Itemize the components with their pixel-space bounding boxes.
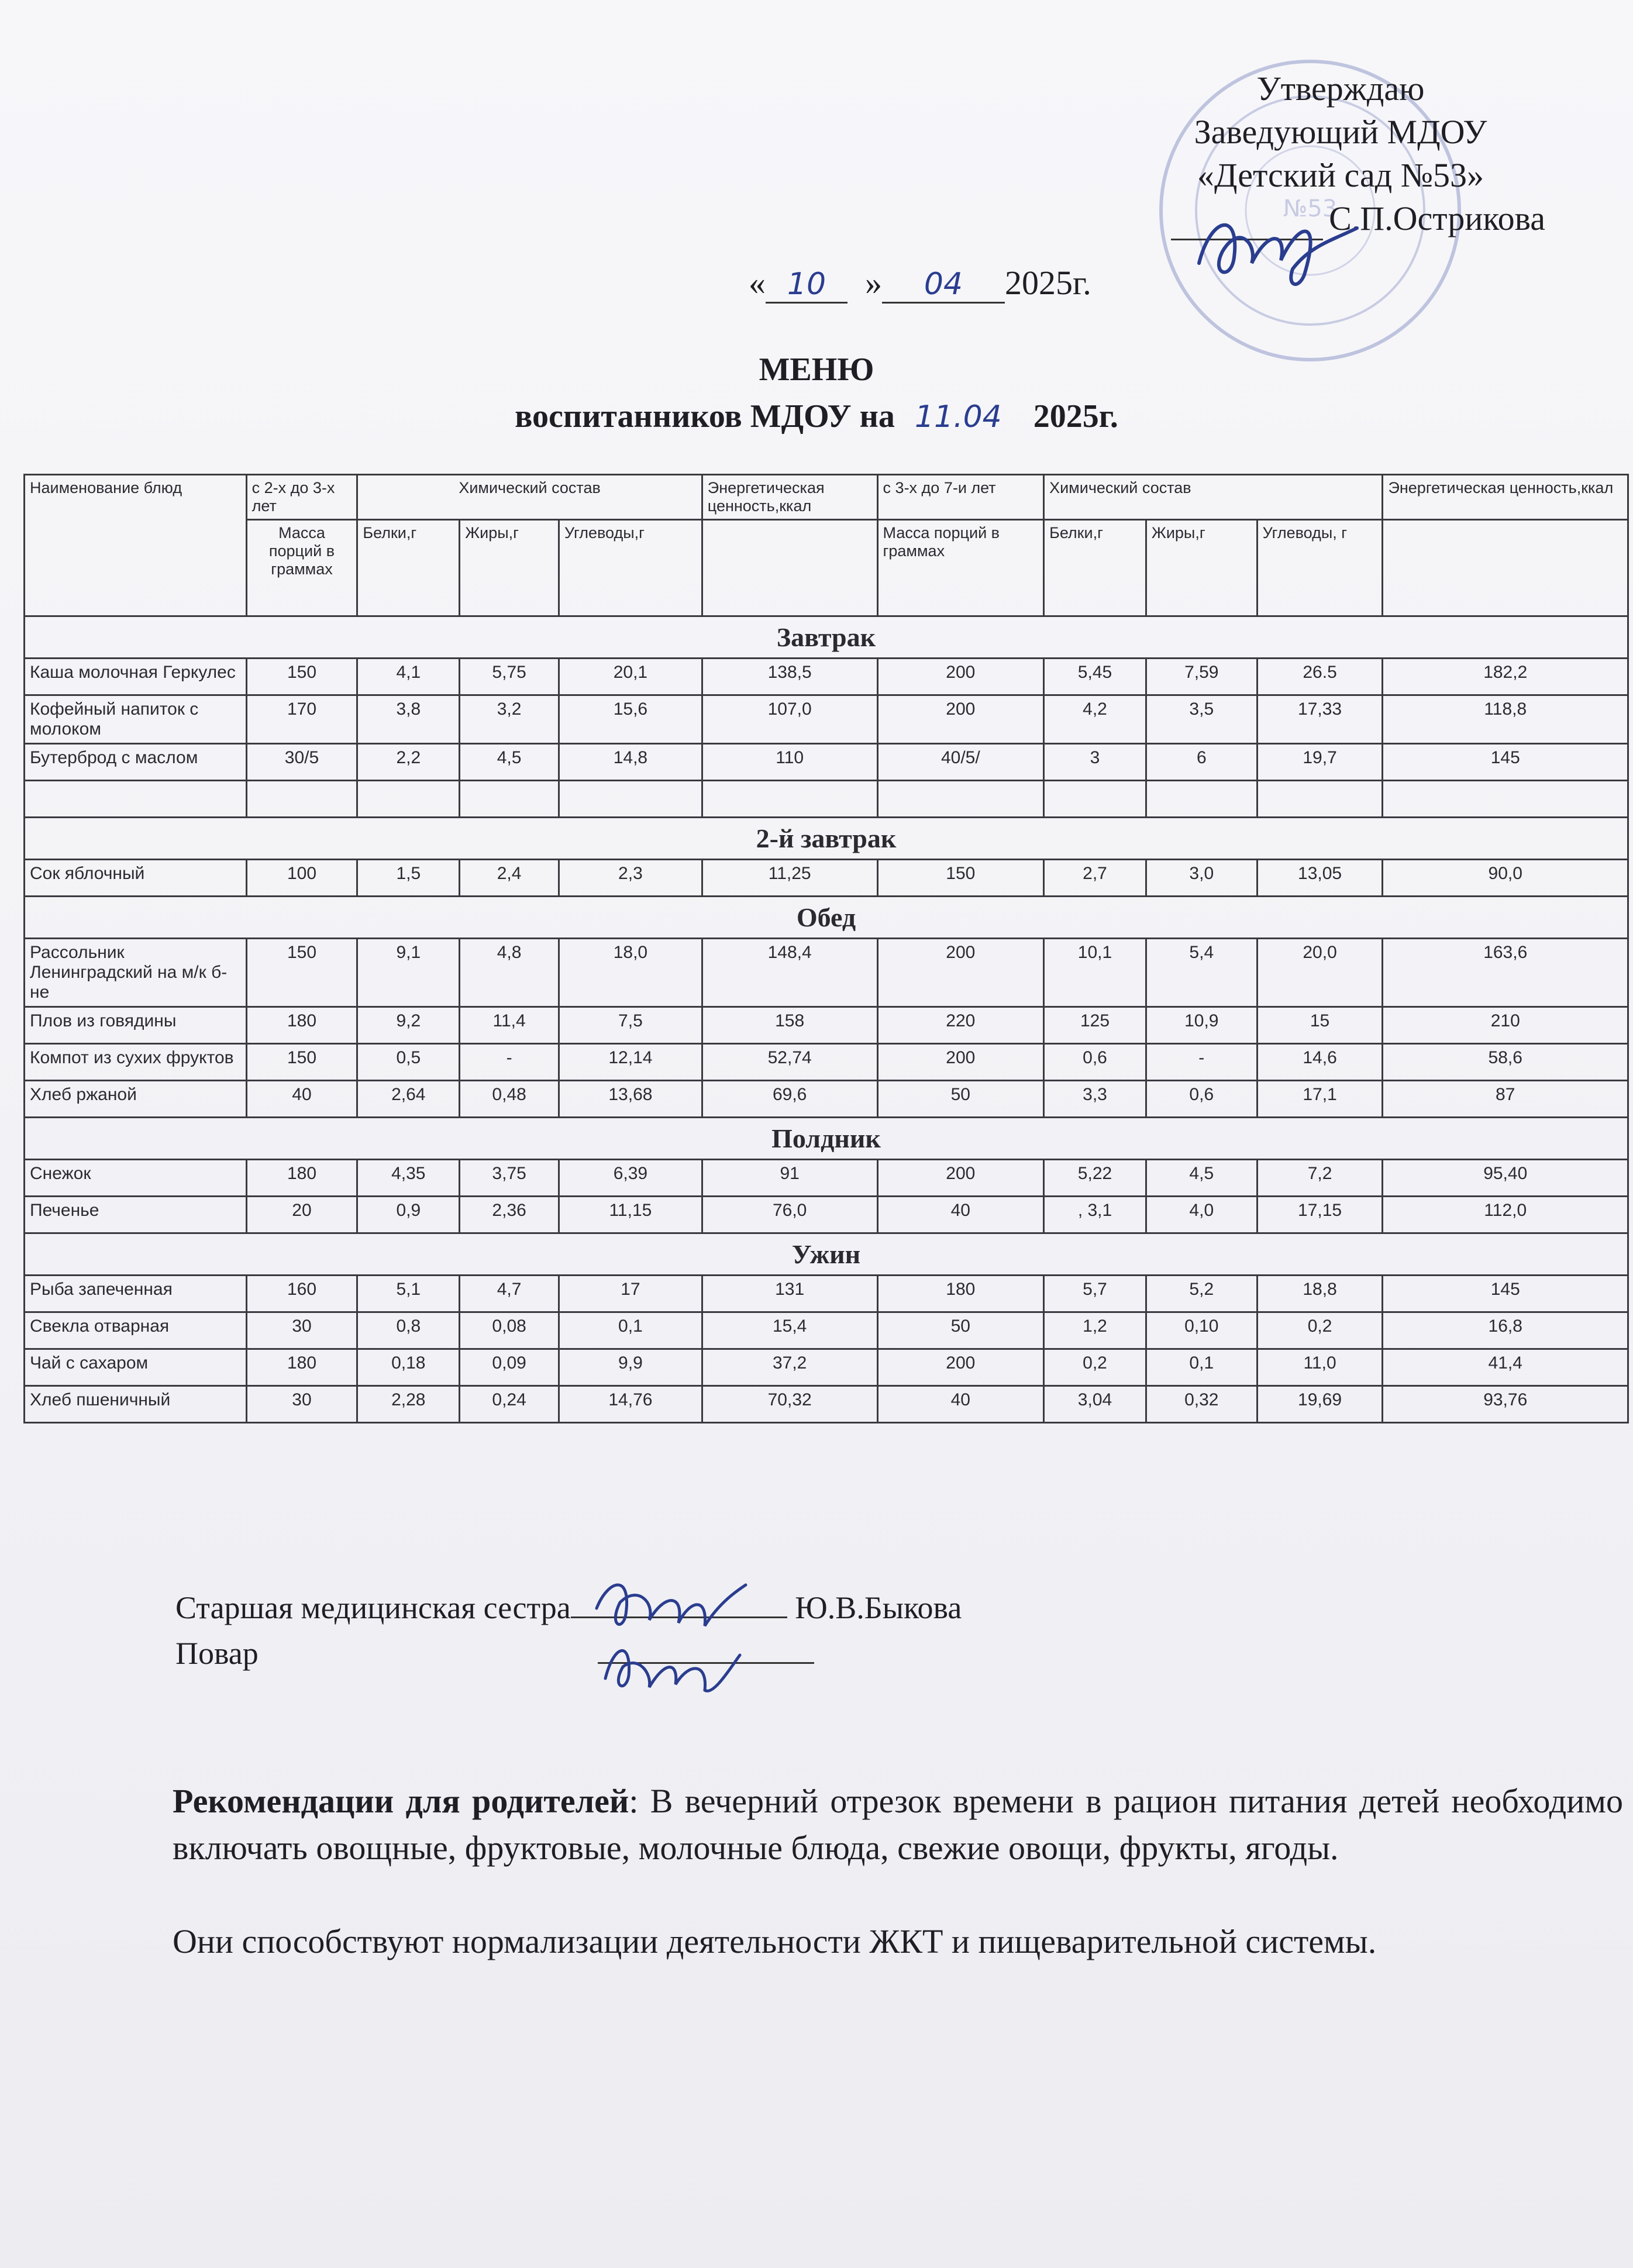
section-title: Полдник xyxy=(25,1118,1628,1160)
value-cell: 37,2 xyxy=(702,1349,877,1386)
menu-table-body xyxy=(25,616,1628,1423)
value-cell: 180 xyxy=(246,1160,357,1197)
nurse-signature-line xyxy=(175,1585,962,1631)
value-cell: 2,2 xyxy=(357,744,460,781)
value-cell: 3,3 xyxy=(1044,1081,1146,1118)
section-title: Завтрак xyxy=(25,616,1628,659)
menu-table xyxy=(23,474,1629,1423)
cook-signature xyxy=(597,1632,743,1702)
value-cell: 200 xyxy=(877,1349,1044,1386)
value-cell: 10,1 xyxy=(1044,939,1146,1007)
menu-subtitle xyxy=(0,398,1633,435)
value-cell: 0,6 xyxy=(1044,1044,1146,1081)
dish-name-cell: Компот из сухих фруктов xyxy=(25,1044,247,1081)
section-row xyxy=(25,616,1628,659)
value-cell: 3,8 xyxy=(357,695,460,744)
value-cell: 125 xyxy=(1044,1007,1146,1044)
value-cell: 200 xyxy=(877,659,1044,695)
value-cell: 76,0 xyxy=(702,1197,877,1233)
value-cell: 18,0 xyxy=(559,939,702,1007)
table-row xyxy=(25,939,1628,1007)
value-cell: 107,0 xyxy=(702,695,877,744)
value-cell: 17,15 xyxy=(1257,1197,1383,1233)
value-cell: 7,5 xyxy=(559,1007,702,1044)
value-cell xyxy=(357,781,460,818)
value-cell: 180 xyxy=(877,1276,1044,1312)
value-cell: - xyxy=(460,1044,559,1081)
value-cell xyxy=(1257,781,1383,818)
value-cell: 150 xyxy=(246,939,357,1007)
value-cell: 160 xyxy=(246,1276,357,1312)
section-row xyxy=(25,1233,1628,1276)
section-row xyxy=(25,897,1628,939)
value-cell: 93,76 xyxy=(1383,1386,1628,1423)
dish-name-cell: Свекла отварная xyxy=(25,1312,247,1349)
value-cell: 163,6 xyxy=(1383,939,1628,1007)
value-cell: 1,5 xyxy=(357,860,460,897)
value-cell: 30 xyxy=(246,1386,357,1423)
dish-name-cell: Бутерброд с маслом xyxy=(25,744,247,781)
approval-organization: «Детский сад №53» xyxy=(1197,156,1484,194)
subtitle-date: 11.04 xyxy=(914,399,1002,435)
value-cell: 50 xyxy=(877,1312,1044,1349)
value-cell: 14,76 xyxy=(559,1386,702,1423)
value-cell: 138,5 xyxy=(702,659,877,695)
value-cell: 11,0 xyxy=(1257,1349,1383,1386)
table-row xyxy=(25,659,1628,695)
value-cell: 15,4 xyxy=(702,1312,877,1349)
value-cell: 5,22 xyxy=(1044,1160,1146,1197)
value-cell: 16,8 xyxy=(1383,1312,1628,1349)
table-row xyxy=(25,1160,1628,1197)
nurse-signature xyxy=(591,1567,749,1638)
dish-name-cell: Каша молочная Геркулес xyxy=(25,659,247,695)
value-cell: 15 xyxy=(1257,1007,1383,1044)
value-cell: 7,2 xyxy=(1257,1160,1383,1197)
value-cell: 95,40 xyxy=(1383,1160,1628,1197)
table-row xyxy=(25,744,1628,781)
approval-name: С.П.Острикова xyxy=(1329,199,1545,237)
value-cell: 41,4 xyxy=(1383,1349,1628,1386)
value-cell: 20 xyxy=(246,1197,357,1233)
value-cell: 1,2 xyxy=(1044,1312,1146,1349)
value-cell: 6,39 xyxy=(559,1160,702,1197)
dish-name-cell xyxy=(25,781,247,818)
value-cell: 3 xyxy=(1044,744,1146,781)
header-age-3-7: с 3-х до 7-и лет xyxy=(877,475,1044,520)
value-cell: 200 xyxy=(877,1044,1044,1081)
value-cell: 0,1 xyxy=(1146,1349,1257,1386)
value-cell: 11,25 xyxy=(702,860,877,897)
value-cell: 5,4 xyxy=(1146,939,1257,1007)
value-cell: 17,33 xyxy=(1257,695,1383,744)
value-cell: 4,5 xyxy=(460,744,559,781)
value-cell xyxy=(246,781,357,818)
value-cell: 7,59 xyxy=(1146,659,1257,695)
value-cell: 150 xyxy=(877,860,1044,897)
value-cell: 13,68 xyxy=(559,1081,702,1118)
value-cell: 170 xyxy=(246,695,357,744)
header-fat-1: Жиры,г xyxy=(460,520,559,616)
value-cell xyxy=(460,781,559,818)
date-day: 10 xyxy=(766,267,847,304)
section-title: Ужин xyxy=(25,1233,1628,1276)
value-cell: 15,6 xyxy=(559,695,702,744)
value-cell: 4,7 xyxy=(460,1276,559,1312)
dish-name-cell: Плов из говядины xyxy=(25,1007,247,1044)
header-dish: Наименование блюд xyxy=(25,475,247,616)
value-cell: 10,9 xyxy=(1146,1007,1257,1044)
svg-text:№53: №53 xyxy=(1283,195,1338,222)
value-cell: 2,7 xyxy=(1044,860,1146,897)
value-cell: 5,45 xyxy=(1044,659,1146,695)
table-row xyxy=(25,1349,1628,1386)
value-cell: 40 xyxy=(246,1081,357,1118)
value-cell xyxy=(1146,781,1257,818)
nurse-role: Старшая медицинская сестра xyxy=(175,1590,571,1625)
dish-name-cell: Чай с сахаром xyxy=(25,1349,247,1386)
value-cell: 200 xyxy=(877,695,1044,744)
value-cell: 0,2 xyxy=(1257,1312,1383,1349)
dish-name-cell: Рыба запеченная xyxy=(25,1276,247,1312)
value-cell: 180 xyxy=(246,1349,357,1386)
menu-table-header xyxy=(25,475,1628,616)
value-cell: 4,0 xyxy=(1146,1197,1257,1233)
value-cell: 5,2 xyxy=(1146,1276,1257,1312)
value-cell: 20,1 xyxy=(559,659,702,695)
approval-date xyxy=(749,263,1091,304)
value-cell: 9,9 xyxy=(559,1349,702,1386)
value-cell: 9,2 xyxy=(357,1007,460,1044)
value-cell: 2,28 xyxy=(357,1386,460,1423)
header-energy-1-blank xyxy=(702,520,877,616)
header-protein-2: Белки,г xyxy=(1044,520,1146,616)
value-cell: 90,0 xyxy=(1383,860,1628,897)
dish-name-cell: Хлеб пшеничный xyxy=(25,1386,247,1423)
recommendation-note: Они способствуют нормализации деятельности ЖКТ и пищеварительной системы. xyxy=(173,1922,1377,1960)
value-cell: 3,04 xyxy=(1044,1386,1146,1423)
value-cell: 18,8 xyxy=(1257,1276,1383,1312)
menu-title: МЕНЮ xyxy=(759,351,874,388)
value-cell: 200 xyxy=(877,1160,1044,1197)
value-cell: 40/5/ xyxy=(877,744,1044,781)
value-cell xyxy=(877,781,1044,818)
value-cell: 210 xyxy=(1383,1007,1628,1044)
value-cell: 0,18 xyxy=(357,1349,460,1386)
table-row xyxy=(25,1007,1628,1044)
cook-role: Повар xyxy=(175,1636,259,1671)
value-cell: 0,48 xyxy=(460,1081,559,1118)
value-cell: 148,4 xyxy=(702,939,877,1007)
value-cell: 118,8 xyxy=(1383,695,1628,744)
value-cell: 50 xyxy=(877,1081,1044,1118)
value-cell: 3,5 xyxy=(1146,695,1257,744)
table-row xyxy=(25,781,1628,818)
section-title: Обед xyxy=(25,897,1628,939)
value-cell: 4,2 xyxy=(1044,695,1146,744)
value-cell: 3,0 xyxy=(1146,860,1257,897)
approval-position: Заведующий МДОУ xyxy=(1194,113,1487,151)
value-cell xyxy=(1044,781,1146,818)
recommendation-text: : В вечерний отрезок времени в рацион питания детей необходимо включать овощные, фруктовые, молочные блюда, свежие овощи, фрукты, ягоды. xyxy=(173,1782,1623,1867)
subtitle-prefix: воспитанников МДОУ на xyxy=(515,398,895,435)
value-cell: 145 xyxy=(1383,1276,1628,1312)
signatures-block xyxy=(175,1585,962,1676)
section-row xyxy=(25,1118,1628,1160)
date-year: 2025г. xyxy=(1005,264,1091,302)
value-cell: 220 xyxy=(877,1007,1044,1044)
value-cell: 2,36 xyxy=(460,1197,559,1233)
value-cell: 182,2 xyxy=(1383,659,1628,695)
subtitle-year: 2025г. xyxy=(1033,398,1118,435)
value-cell: , 3,1 xyxy=(1044,1197,1146,1233)
dish-name-cell: Печенье xyxy=(25,1197,247,1233)
value-cell: 69,6 xyxy=(702,1081,877,1118)
dish-name-cell: Снежок xyxy=(25,1160,247,1197)
value-cell: 4,35 xyxy=(357,1160,460,1197)
date-quote-close: » xyxy=(865,264,882,302)
value-cell: 58,6 xyxy=(1383,1044,1628,1081)
header-carb-2: Углеводы, г xyxy=(1257,520,1383,616)
value-cell: 4,5 xyxy=(1146,1160,1257,1197)
value-cell: 40 xyxy=(877,1197,1044,1233)
table-row xyxy=(25,1276,1628,1312)
value-cell: 131 xyxy=(702,1276,877,1312)
value-cell: 5,1 xyxy=(357,1276,460,1312)
value-cell: 0,1 xyxy=(559,1312,702,1349)
value-cell: 0,10 xyxy=(1146,1312,1257,1349)
value-cell: 0,08 xyxy=(460,1312,559,1349)
table-row xyxy=(25,1386,1628,1423)
date-month: 04 xyxy=(882,267,1005,304)
value-cell: 26.5 xyxy=(1257,659,1383,695)
dish-name-cell: Рассольник Ленинградский на м/к б-не xyxy=(25,939,247,1007)
header-chem-2: Химический состав xyxy=(1044,475,1383,520)
value-cell: 70,32 xyxy=(702,1386,877,1423)
value-cell: 5,75 xyxy=(460,659,559,695)
value-cell: 14,6 xyxy=(1257,1044,1383,1081)
header-energy-2-blank xyxy=(1383,520,1628,616)
value-cell: 13,05 xyxy=(1257,860,1383,897)
header-mass-1: Масса порций в граммах xyxy=(246,520,357,616)
table-row xyxy=(25,1044,1628,1081)
value-cell: 91 xyxy=(702,1160,877,1197)
value-cell: 180 xyxy=(246,1007,357,1044)
header-fat-2: Жиры,г xyxy=(1146,520,1257,616)
value-cell: 100 xyxy=(246,860,357,897)
value-cell: 0,24 xyxy=(460,1386,559,1423)
value-cell: 11,4 xyxy=(460,1007,559,1044)
recommendation-heading: Рекомендации для родителей xyxy=(173,1782,629,1820)
value-cell: 5,7 xyxy=(1044,1276,1146,1312)
approval-title: Утверждаю xyxy=(1256,70,1425,108)
header-chem-1: Химический состав xyxy=(357,475,702,520)
value-cell: 112,0 xyxy=(1383,1197,1628,1233)
value-cell: 52,74 xyxy=(702,1044,877,1081)
table-row xyxy=(25,1081,1628,1118)
value-cell: 2,3 xyxy=(559,860,702,897)
value-cell: 6 xyxy=(1146,744,1257,781)
director-signature xyxy=(1187,193,1363,292)
value-cell: 0,2 xyxy=(1044,1349,1146,1386)
value-cell: 150 xyxy=(246,659,357,695)
value-cell: 158 xyxy=(702,1007,877,1044)
value-cell: 40 xyxy=(877,1386,1044,1423)
dish-name-cell: Кофейный напиток с молоком xyxy=(25,695,247,744)
dish-name-cell: Хлеб ржаной xyxy=(25,1081,247,1118)
value-cell: 19,69 xyxy=(1257,1386,1383,1423)
value-cell: 17,1 xyxy=(1257,1081,1383,1118)
value-cell: 150 xyxy=(246,1044,357,1081)
value-cell: 4,1 xyxy=(357,659,460,695)
value-cell: 145 xyxy=(1383,744,1628,781)
date-quote-open: « xyxy=(749,264,766,302)
value-cell: 12,14 xyxy=(559,1044,702,1081)
value-cell: 17 xyxy=(559,1276,702,1312)
value-cell: 0,8 xyxy=(357,1312,460,1349)
nurse-name: Ю.В.Быкова xyxy=(795,1590,962,1625)
value-cell: - xyxy=(1146,1044,1257,1081)
value-cell: 4,8 xyxy=(460,939,559,1007)
header-age-2-3: с 2-х до 3-х лет xyxy=(246,475,357,520)
parents-recommendation xyxy=(173,1778,1623,1871)
value-cell: 0,32 xyxy=(1146,1386,1257,1423)
value-cell: 14,8 xyxy=(559,744,702,781)
value-cell: 110 xyxy=(702,744,877,781)
header-energy-1: Энергетическая ценность,ккал xyxy=(702,475,877,520)
value-cell: 11,15 xyxy=(559,1197,702,1233)
value-cell: 0,09 xyxy=(460,1349,559,1386)
section-title: 2-й завтрак xyxy=(25,818,1628,860)
section-row xyxy=(25,818,1628,860)
value-cell: 200 xyxy=(877,939,1044,1007)
value-cell xyxy=(1383,781,1628,818)
value-cell: 30 xyxy=(246,1312,357,1349)
value-cell: 3,75 xyxy=(460,1160,559,1197)
header-protein-1: Белки,г xyxy=(357,520,460,616)
value-cell: 0,6 xyxy=(1146,1081,1257,1118)
header-carb-1: Углеводы,г xyxy=(559,520,702,616)
dish-name-cell: Сок яблочный xyxy=(25,860,247,897)
value-cell: 0,9 xyxy=(357,1197,460,1233)
header-energy-2: Энергетическая ценность,ккал xyxy=(1383,475,1628,520)
cook-signature-line xyxy=(175,1631,962,1676)
table-row xyxy=(25,860,1628,897)
value-cell: 3,2 xyxy=(460,695,559,744)
table-row xyxy=(25,695,1628,744)
value-cell: 0,5 xyxy=(357,1044,460,1081)
table-row xyxy=(25,1197,1628,1233)
value-cell: 30/5 xyxy=(246,744,357,781)
value-cell: 87 xyxy=(1383,1081,1628,1118)
value-cell: 20,0 xyxy=(1257,939,1383,1007)
header-mass-2: Масса порций в граммах xyxy=(877,520,1044,616)
value-cell: 2,64 xyxy=(357,1081,460,1118)
table-row xyxy=(25,1312,1628,1349)
value-cell: 19,7 xyxy=(1257,744,1383,781)
value-cell: 9,1 xyxy=(357,939,460,1007)
value-cell xyxy=(702,781,877,818)
value-cell xyxy=(559,781,702,818)
value-cell: 2,4 xyxy=(460,860,559,897)
